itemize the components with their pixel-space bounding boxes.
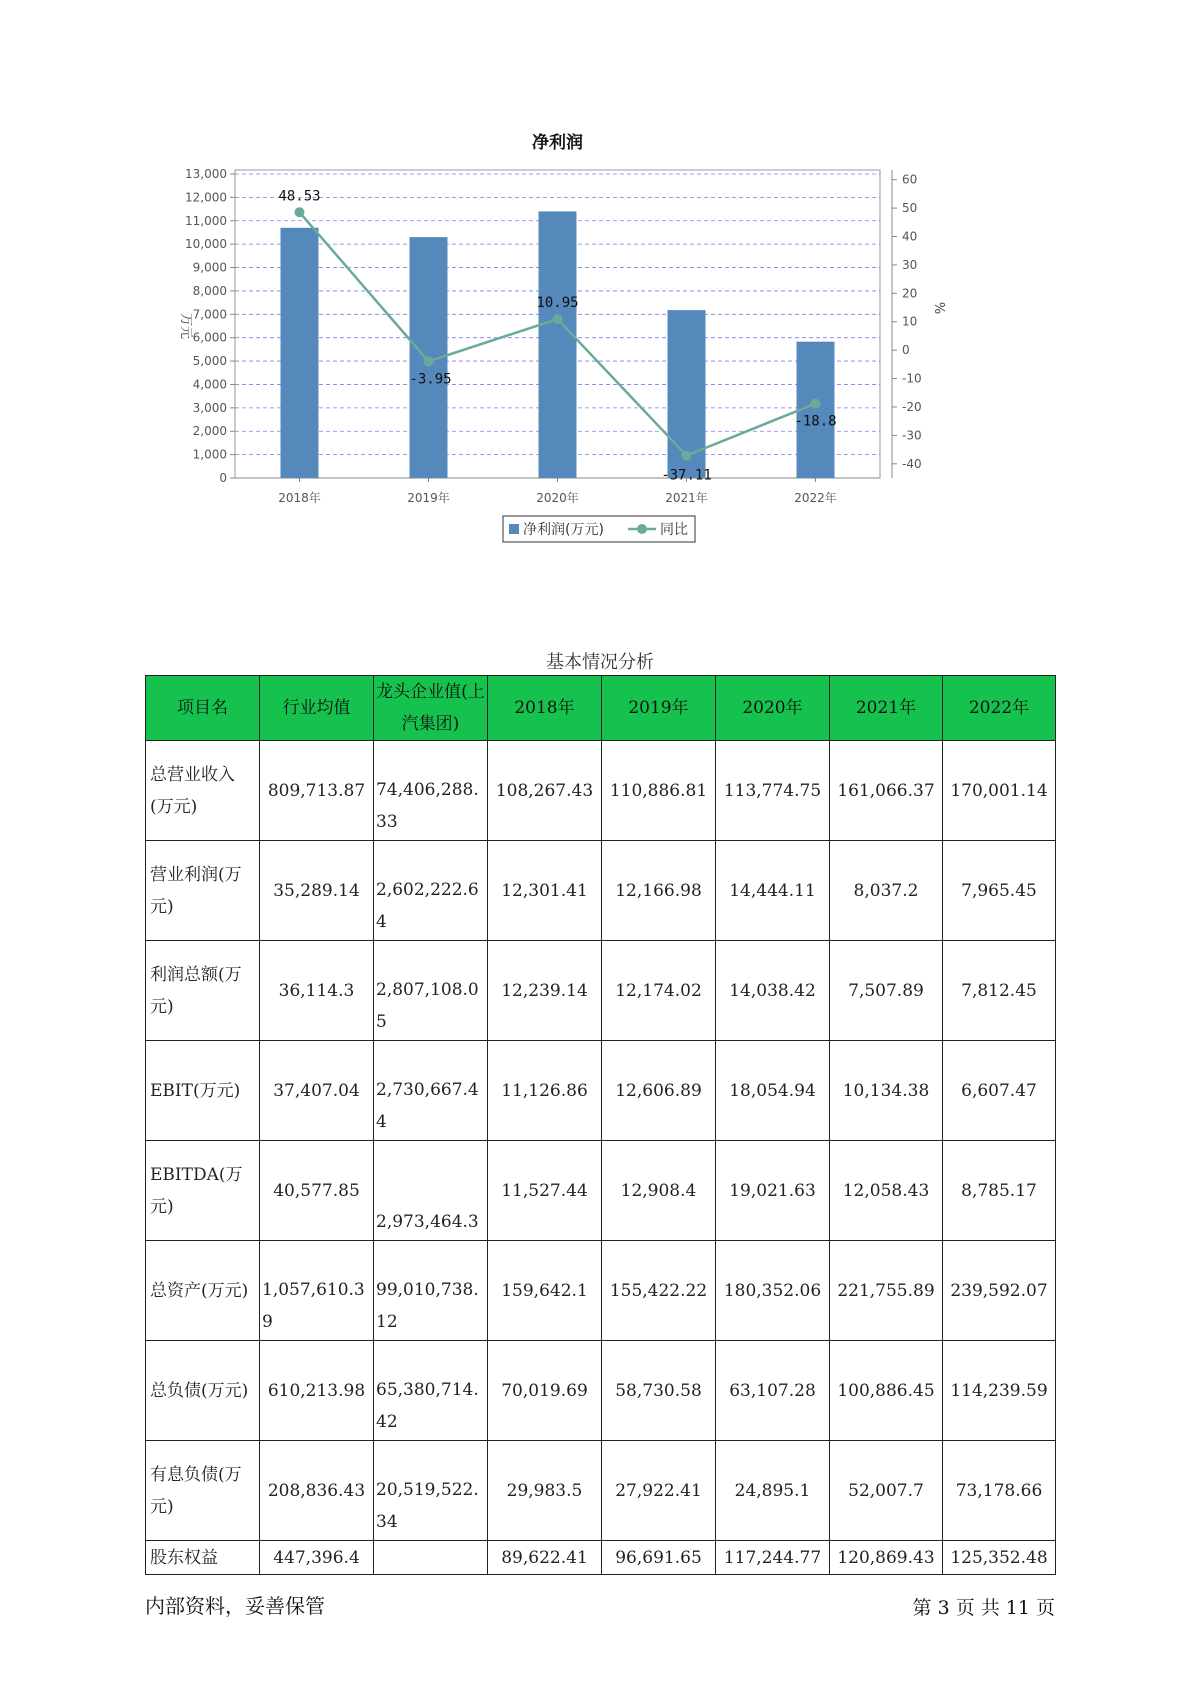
x-tick-label: 2019年 xyxy=(407,491,450,505)
table-caption: 基本情况分析 xyxy=(546,652,654,673)
x-tick-label: 2021年 xyxy=(665,491,708,505)
legend-bar-label: 净利润(万元) xyxy=(523,522,604,538)
table-cell: 24,895.1 xyxy=(716,1441,830,1541)
y-left-tick-label: 4,000 xyxy=(192,377,227,392)
table-cell: 159,642.1 xyxy=(488,1241,602,1341)
y-left-tick-label: 10,000 xyxy=(185,237,227,252)
table-row xyxy=(146,1441,1056,1541)
table-cell: 108,267.43 xyxy=(488,741,602,841)
table-cell: 610,213.98 xyxy=(260,1341,374,1441)
table-cell: 18,054.94 xyxy=(716,1041,830,1141)
yoy-point xyxy=(682,451,692,461)
table-cell: 2,602,222.64 xyxy=(374,841,488,941)
table-cell: 29,983.5 xyxy=(488,1441,602,1541)
bar xyxy=(281,228,319,478)
point-label: 48.53 xyxy=(278,188,321,205)
y-left-tick-label: 6,000 xyxy=(192,330,227,345)
y-left-tick-label: 13,000 xyxy=(185,167,227,181)
table-cell: 7,812.45 xyxy=(943,941,1056,1041)
table-cell: 221,755.89 xyxy=(830,1241,943,1341)
table-cell: 14,038.42 xyxy=(716,941,830,1041)
table-cell: 73,178.66 xyxy=(943,1441,1056,1541)
basic-analysis-table xyxy=(145,675,1056,1575)
table-cell xyxy=(374,1541,488,1575)
row-label: 总营业收入(万元) xyxy=(146,741,260,841)
yoy-point xyxy=(295,207,305,217)
table-cell: 8,037.2 xyxy=(830,841,943,941)
yoy-point xyxy=(553,314,563,324)
table-cell: 12,606.89 xyxy=(602,1041,716,1141)
y-left-tick-label: 7,000 xyxy=(192,307,227,322)
table-cell: 12,908.4 xyxy=(602,1141,716,1241)
table-cell: 113,774.75 xyxy=(716,741,830,841)
x-tick-label: 2022年 xyxy=(794,491,837,505)
legend-line-marker xyxy=(637,524,647,534)
y-right-tick-label: 0 xyxy=(902,343,910,358)
y-right-axis-label: % xyxy=(931,301,946,315)
table-row xyxy=(146,1241,1056,1341)
table-cell: 35,289.14 xyxy=(260,841,374,941)
table-header-row xyxy=(146,676,1056,741)
row-label: 营业利润(万元) xyxy=(146,841,260,941)
table-row xyxy=(146,1541,1056,1575)
table-cell: 14,444.11 xyxy=(716,841,830,941)
point-label: 10.95 xyxy=(536,295,579,312)
x-tick-label: 2018年 xyxy=(278,491,321,505)
header-cell: 2018年 xyxy=(488,676,602,741)
y-right-tick-label: -20 xyxy=(902,399,922,414)
table-cell: 65,380,714.42 xyxy=(374,1341,488,1441)
table-cell: 1,057,610.39 xyxy=(260,1241,374,1341)
table-cell: 12,058.43 xyxy=(830,1141,943,1241)
y-left-axis-label: 万元 xyxy=(178,312,193,340)
row-label: 利润总额(万元) xyxy=(146,941,260,1041)
footer-page-number: 第 3 页 共 11 页 xyxy=(912,1597,1055,1619)
y-right-tick-label: 20 xyxy=(902,286,918,301)
y-left-tick-label: 9,000 xyxy=(192,260,227,275)
table-cell: 110,886.81 xyxy=(602,741,716,841)
table-cell: 117,244.77 xyxy=(716,1541,830,1575)
table-cell: 12,166.98 xyxy=(602,841,716,941)
y-right-tick-label: 40 xyxy=(902,229,918,244)
bar xyxy=(539,211,577,478)
row-label: EBIT(万元) xyxy=(146,1041,260,1141)
row-label: 股东权益 xyxy=(146,1541,260,1575)
net-profit-chart xyxy=(170,130,990,590)
y-left-tick-label: 3,000 xyxy=(192,400,227,415)
table-cell: 7,507.89 xyxy=(830,941,943,1041)
row-label: 总负债(万元) xyxy=(146,1341,260,1441)
x-tick-label: 2020年 xyxy=(536,491,579,505)
row-label: EBITDA(万元) xyxy=(146,1141,260,1241)
header-cell: 项目名 xyxy=(146,676,260,741)
header-cell: 龙头企业值(上汽集团) xyxy=(374,676,488,741)
table-cell: 809,713.87 xyxy=(260,741,374,841)
table-cell: 27,922.41 xyxy=(602,1441,716,1541)
table-row xyxy=(146,1141,1056,1241)
table-cell: 2,973,464.3 xyxy=(374,1141,488,1241)
table-cell: 52,007.7 xyxy=(830,1441,943,1541)
table-cell: 180,352.06 xyxy=(716,1241,830,1341)
footer-confidential-note: 内部资料，妥善保管 xyxy=(145,1594,325,1618)
y-right-tick-label: 60 xyxy=(902,172,918,187)
header-cell: 2019年 xyxy=(602,676,716,741)
table-cell: 99,010,738.12 xyxy=(374,1241,488,1341)
table-cell: 89,622.41 xyxy=(488,1541,602,1575)
table-cell: 19,021.63 xyxy=(716,1141,830,1241)
yoy-point xyxy=(811,399,821,409)
table-cell: 2,730,667.44 xyxy=(374,1041,488,1141)
table-cell: 170,001.14 xyxy=(943,741,1056,841)
table-cell: 6,607.47 xyxy=(943,1041,1056,1141)
y-left-tick-label: 2,000 xyxy=(192,424,227,439)
table-cell: 11,527.44 xyxy=(488,1141,602,1241)
y-left-tick-label: 11,000 xyxy=(185,213,227,228)
y-right-tick-label: -40 xyxy=(902,456,922,471)
y-right-tick-label: -30 xyxy=(902,428,922,443)
table-cell: 447,396.4 xyxy=(260,1541,374,1575)
header-cell: 2022年 xyxy=(943,676,1056,741)
table-cell: 120,869.43 xyxy=(830,1541,943,1575)
y-left-tick-label: 8,000 xyxy=(192,283,227,298)
table-row xyxy=(146,1341,1056,1441)
table-row xyxy=(146,841,1056,941)
y-left-tick-label: 0 xyxy=(219,471,227,485)
table-row xyxy=(146,941,1056,1041)
y-left-tick-label: 1,000 xyxy=(192,447,227,462)
table-cell: 70,019.69 xyxy=(488,1341,602,1441)
header-cell: 行业均值 xyxy=(260,676,374,741)
table-cell: 155,422.22 xyxy=(602,1241,716,1341)
table-cell: 40,577.85 xyxy=(260,1141,374,1241)
table-cell: 7,965.45 xyxy=(943,841,1056,941)
table-cell: 100,886.45 xyxy=(830,1341,943,1441)
y-right-tick-label: 30 xyxy=(902,257,918,272)
table-cell: 63,107.28 xyxy=(716,1341,830,1441)
y-right-tick-label: -10 xyxy=(902,371,922,386)
table-cell: 36,114.3 xyxy=(260,941,374,1041)
point-label: -3.95 xyxy=(409,371,452,388)
yoy-point xyxy=(424,356,434,366)
table-cell: 125,352.48 xyxy=(943,1541,1056,1575)
header-cell: 2020年 xyxy=(716,676,830,741)
table-cell: 20,519,522.34 xyxy=(374,1441,488,1541)
table-row xyxy=(146,1041,1056,1141)
legend-line-label: 同比 xyxy=(660,522,688,538)
table-cell: 96,691.65 xyxy=(602,1541,716,1575)
y-left-tick-label: 5,000 xyxy=(192,354,227,369)
table-cell: 74,406,288.33 xyxy=(374,741,488,841)
row-label: 有息负债(万元) xyxy=(146,1441,260,1541)
table-cell: 12,174.02 xyxy=(602,941,716,1041)
table-cell: 10,134.38 xyxy=(830,1041,943,1141)
legend-bar-swatch xyxy=(509,524,519,534)
y-right-tick-label: 10 xyxy=(902,314,918,329)
point-label: -18.8 xyxy=(794,413,837,430)
y-right-tick-label: 50 xyxy=(902,201,918,216)
row-label: 总资产(万元) xyxy=(146,1241,260,1341)
table-cell: 12,301.41 xyxy=(488,841,602,941)
y-left-tick-label: 12,000 xyxy=(185,190,227,205)
chart-title: 净利润 xyxy=(532,133,583,153)
table-cell: 37,407.04 xyxy=(260,1041,374,1141)
chart-canvas xyxy=(170,130,990,590)
table-cell: 208,836.43 xyxy=(260,1441,374,1541)
header-cell: 2021年 xyxy=(830,676,943,741)
point-label: -37.11 xyxy=(661,467,712,484)
table-cell: 161,066.37 xyxy=(830,741,943,841)
table-cell: 11,126.86 xyxy=(488,1041,602,1141)
table-cell: 58,730.58 xyxy=(602,1341,716,1441)
table-cell: 239,592.07 xyxy=(943,1241,1056,1341)
table-cell: 114,239.59 xyxy=(943,1341,1056,1441)
table-row xyxy=(146,741,1056,841)
table-cell: 8,785.17 xyxy=(943,1141,1056,1241)
table-cell: 12,239.14 xyxy=(488,941,602,1041)
table-cell: 2,807,108.05 xyxy=(374,941,488,1041)
